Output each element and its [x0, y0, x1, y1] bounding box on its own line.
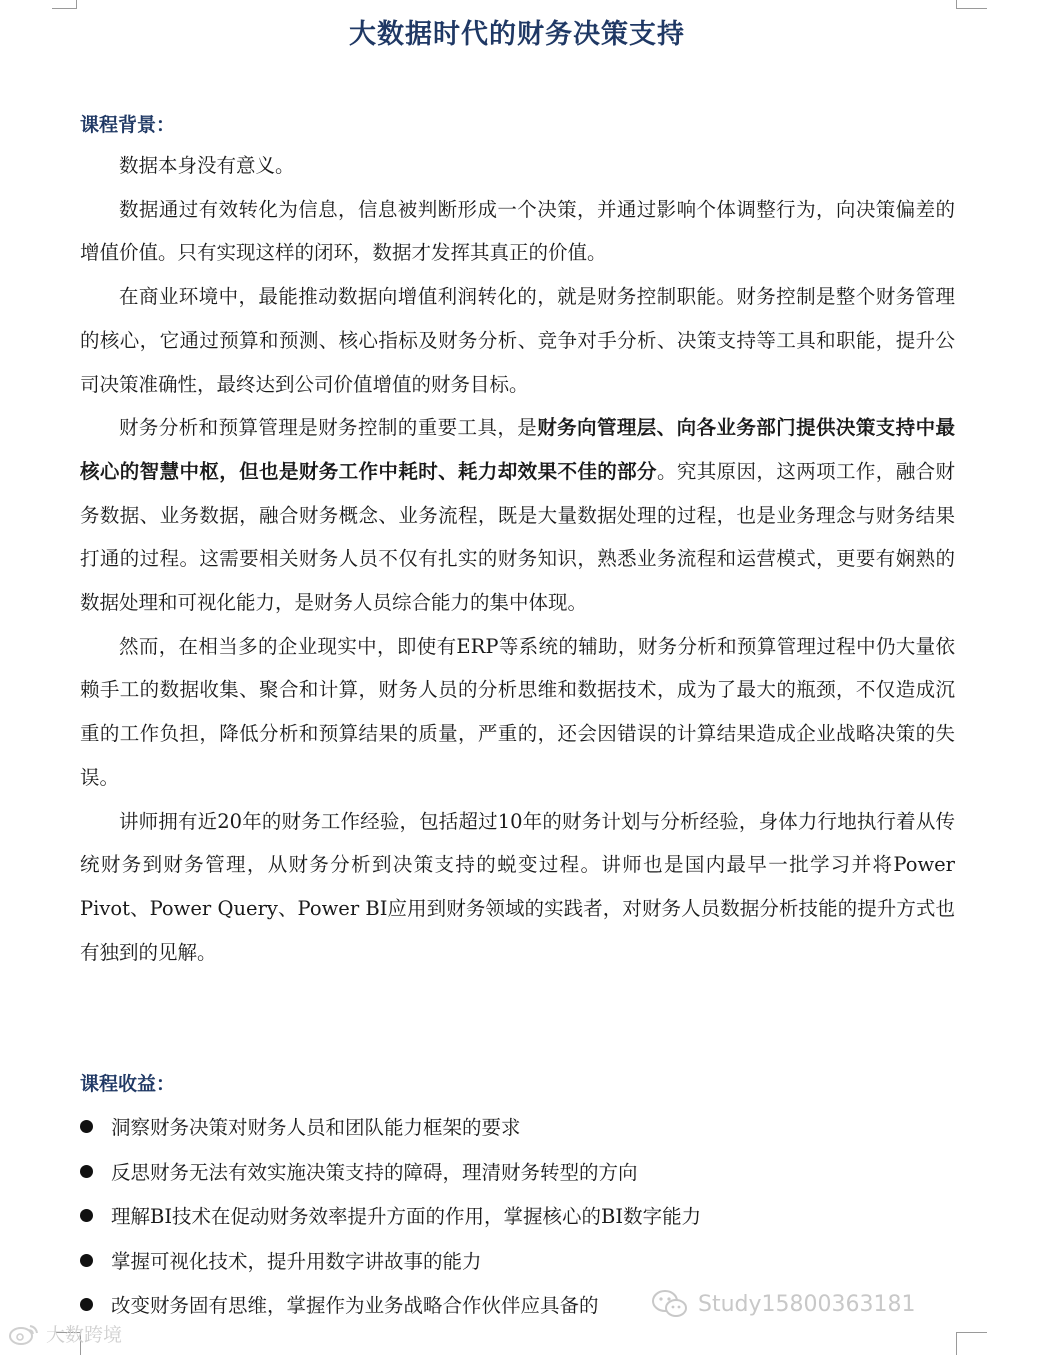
list-item-text: 理解BI技术在促动财务效率提升方面的作用，掌握核心的BI数字能力 — [111, 1205, 702, 1228]
wechat-icon — [650, 1288, 690, 1320]
benefits-heading: 课程收益： — [80, 1073, 176, 1095]
list-item-text: 反思财务无法有效实施决策支持的障碍，理清财务转型的方向 — [111, 1160, 638, 1184]
bullet-icon — [80, 1209, 93, 1222]
list-item-text: 改变财务固有思维，掌握作为业务战略合作伙伴应具备的 — [111, 1294, 599, 1317]
list-item-text: 洞察财务决策对财务人员和团队能力框架的要求 — [111, 1116, 521, 1139]
bullet-icon — [80, 1165, 93, 1178]
paragraph: 讲师拥有近20年的财务工作经验，包括超过10年的财务计划与分析经验，身体力行地执行着从传统财务到财务管理，从财务分析到决策支持的蜕变过程。讲师也是国内最早一批学习并将Power Pivot、Power Query、Power BI应用到财务领域的实践者，对财务人员数据分析技能的提升方式也有独到的见解。 — [80, 809, 955, 964]
bullet-icon — [80, 1120, 93, 1133]
paragraph: 在商业环境中，最能推动数据向增值利润转化的，就是财务控制职能。财务控制是整个财务管理的核心，它通过预算和预测、核心指标及财务分析、竞争对手分析、决策支持等工具和职能，提升公司决策准确性，最终达到公司价值增值的财务目标。 — [80, 285, 955, 396]
list-item-text: 掌握可视化技术，提升用数字讲故事的能力 — [111, 1249, 482, 1273]
crop-mark-bottom-right — [956, 1332, 987, 1355]
list-item — [80, 1240, 980, 1285]
list-item — [80, 1151, 980, 1196]
bullet-icon — [80, 1254, 93, 1267]
paragraph: 数据通过有效转化为信息，信息被判断形成一个决策，并通过影响个体调整行为，向决策偏差的增值价值。只有实现这样的闭环，数据才发挥其真正的价值。 — [80, 197, 955, 265]
document-title: 大数据时代的财务决策支持 — [349, 19, 685, 50]
paragraph: 数据本身没有意义。 — [119, 154, 295, 177]
paragraph-text: 财务分析和预算管理是财务控制的重要工具，是 — [119, 416, 538, 440]
paragraph: 然而，在相当多的企业现实中，即使有ERP等系统的辅助，财务分析和预算管理过程中仍大量依赖手工的数据收集、聚合和计算，财务人员的分析思维和数据技术，成为了最大的瓶颈，不仅造成沉重的工作负担，降低分析和预算结果的质量，严重的，还会因错误的计算结果造成企业战略决策的失误。 — [80, 634, 955, 789]
paragraph — [80, 406, 955, 625]
watermark-left-text: 大数跨境 — [46, 1324, 123, 1346]
watermark-right — [650, 1288, 916, 1320]
background-section — [80, 144, 955, 974]
list-item — [80, 1195, 980, 1240]
list-item — [80, 1106, 980, 1151]
crop-mark-top-right — [956, 0, 987, 9]
weibo-icon — [8, 1322, 40, 1346]
paragraph-emphasis: 财务向管理层、向各业务部门提供决策支持中最核心的智慧中枢，但也是财务工作中耗时、耗力却效果不佳的部分 — [80, 416, 955, 483]
watermark-left — [8, 1320, 122, 1347]
background-heading: 课程背景： — [80, 114, 176, 136]
paragraph-text: 。究其原因，这两项工作，融合财务数据、业务数据，融合财务概念、业务流程，既是大量数据处理的过程，也是业务理念与财务结果打通的过程。这需要相关财务人员不仅有扎实的财务知识，熟悉业务流程和运营模式，更要有娴熟的数据处理和可视化能力，是财务人员综合能力的集中体现。 — [80, 459, 955, 615]
watermark-right-text: Study15800363181 — [698, 1291, 916, 1317]
bullet-icon — [80, 1298, 93, 1311]
crop-mark-top-left — [52, 0, 77, 9]
